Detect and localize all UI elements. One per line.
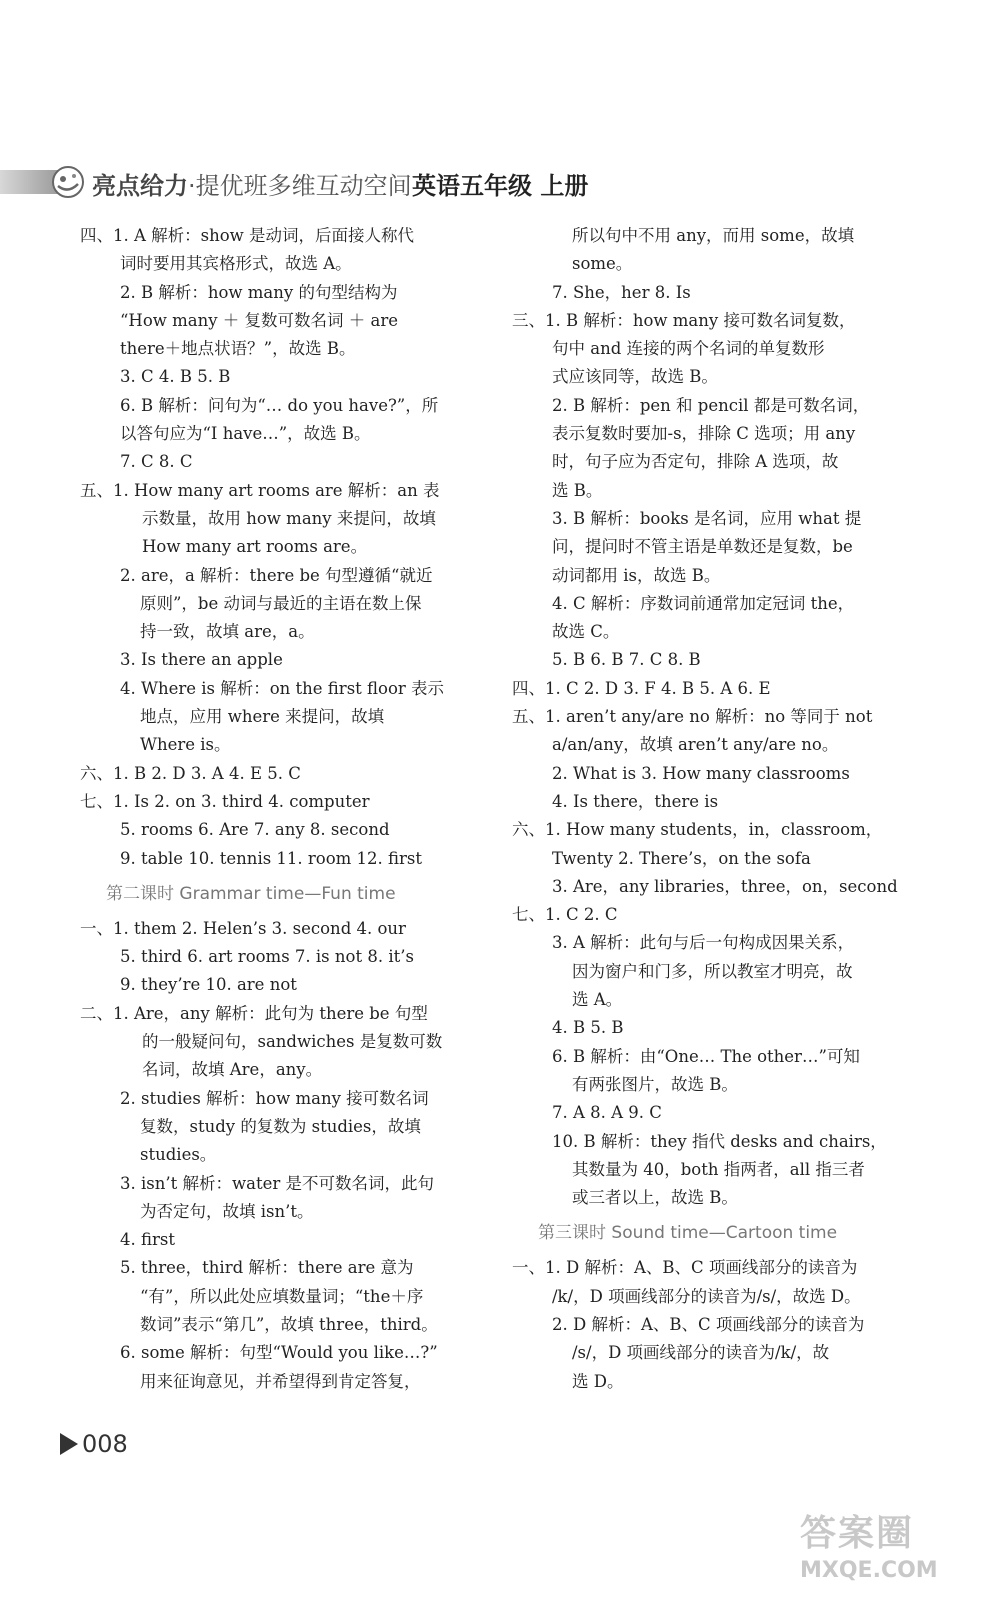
- answer-line: 5. B 6. B 7. C 8. B: [552, 650, 701, 670]
- answer-line: 5. three，third 解析：there are 意为: [120, 1258, 414, 1278]
- answer-line: 6. B 解析：问句为“… do you have?”，所: [120, 395, 439, 415]
- answer-line: 9. they’re 10. are not: [120, 975, 297, 995]
- answer-line: 因为窗户和门多，所以教室才明亮，故: [572, 961, 853, 981]
- header-brand: [92, 166, 412, 201]
- answer-line: 二、1. Are，any 解析：此句为 there be 句型: [80, 1003, 428, 1023]
- answer-line: 名词，故填 Are，any。: [142, 1060, 323, 1080]
- answer-line: 一、1. them 2. Helen’s 3. second 4. our: [80, 918, 406, 938]
- answer-line: How many art rooms are。: [142, 537, 368, 557]
- answer-line: 2. are，a 解析：there be 句型遵循“就近: [120, 565, 433, 585]
- answer-line: 选 B。: [552, 480, 603, 500]
- answer-line: 所以句中不用 any，而用 some，故填: [572, 226, 855, 245]
- answer-line: 六、1. How many students，in，classroom，: [512, 820, 883, 840]
- answer-line: 2. studies 解析：how many 接可数名词: [120, 1088, 429, 1108]
- answer-line: 一、1. D 解析：A、B、C 项画线部分的读音为: [512, 1258, 858, 1278]
- answer-line: some。: [572, 254, 633, 274]
- brand-name: 亮点给力: [92, 172, 188, 200]
- answer-line: 七、1. C 2. C: [512, 905, 618, 925]
- answer-line: 选 D。: [572, 1371, 624, 1391]
- answer-line: 6. some 解析：句型“Would you like…?”: [120, 1343, 438, 1363]
- answer-line: 3. B 解析：books 是名词，应用 what 提: [552, 508, 862, 528]
- left-column: [80, 222, 490, 1396]
- answer-line: 五、1. aren’t any/are no 解析：no 等同于 not: [512, 707, 873, 727]
- answer-line: 7. She，her 8. Is: [552, 282, 691, 302]
- watermark-logo: [800, 1505, 990, 1595]
- answer-line: 5. rooms 6. Are 7. any 8. second: [120, 820, 390, 840]
- answer-line: 数词”表示“第几”，故填 three，third。: [140, 1314, 438, 1334]
- answer-line: 七、1. Is 2. on 3. third 4. computer: [80, 791, 370, 811]
- answer-line: 五、1. How many art rooms are 解析：an 表: [80, 480, 440, 500]
- answer-line: /k/，D 项画线部分的读音为/s/，故选 D。: [552, 1286, 861, 1306]
- series-name: ·提优班多维互动空间: [188, 172, 412, 200]
- answer-line: “How many ＋ 复数可数名词 ＋ are: [120, 310, 399, 330]
- answer-line: 句中 and 连接的两个名词的单复数形: [552, 339, 825, 359]
- answer-line: 原则”，be 动词与最近的主语在数上保: [140, 593, 422, 613]
- answer-line: 三、1. B 解析：how many 接可数名词复数，: [512, 310, 856, 330]
- answer-line: 有两张图片，故选 B。: [572, 1074, 738, 1094]
- answer-line: studies。: [140, 1145, 217, 1165]
- answer-line: 2. What is 3. How many classrooms: [552, 763, 850, 783]
- answer-line: 四、1. C 2. D 3. F 4. B 5. A 6. E: [512, 678, 771, 698]
- answer-line: 3. C 4. B 5. B: [120, 367, 231, 387]
- answer-line: 4. Where is 解析：on the first floor 表示: [120, 678, 445, 698]
- answer-line: 复数，study 的复数为 studies，故填: [140, 1116, 421, 1136]
- answer-line: 四、1. A 解析：show 是动词，后面接人称代: [80, 226, 415, 245]
- answer-line: 用来征询意见，并希望得到肯定答复，: [140, 1371, 421, 1391]
- book-title: 英语五年级 上册: [412, 172, 589, 200]
- answer-line: 9. table 10. tennis 11. room 12. first: [120, 848, 423, 868]
- watermark-bottom: MXQE.COM: [800, 1558, 938, 1583]
- answer-line: 3. isn’t 解析：water 是不可数名词，此句: [120, 1173, 434, 1193]
- answer-line: 6. B 解析：由“One… The other…”可知: [552, 1046, 860, 1066]
- answer-line: 3. A 解析：此句与后一句构成因果关系，: [552, 933, 855, 953]
- answer-line: 持一致，故填 are，a。: [140, 622, 315, 642]
- answer-line: 词时要用其宾格形式，故选 A。: [120, 254, 352, 274]
- answer-line: “有”，所以此处应填数量词；“the＋序: [140, 1286, 424, 1306]
- answer-line: 2. B 解析：pen 和 pencil 都是可数名词，: [552, 395, 870, 415]
- lesson-heading: 第三课时 Sound time—Cartoon time: [538, 1223, 838, 1244]
- answer-line: Twenty 2. There’s，on the sofa: [552, 848, 811, 868]
- answer-line: 其数量为 40，both 指两者，all 指三者: [572, 1159, 865, 1179]
- answer-line: 时，句子应为否定句，排除 A 选项，故: [552, 452, 839, 472]
- answer-line: 2. D 解析：A、B、C 项画线部分的读音为: [552, 1314, 865, 1334]
- answer-line: 表示复数时要加-s，排除 C 选项；用 any: [552, 424, 856, 444]
- answer-line: /s/，D 项画线部分的读音为/k/，故: [572, 1343, 830, 1363]
- answer-line: 4. C 解析：序数词前通常加定冠词 the，: [552, 593, 855, 613]
- answer-line: 4. B 5. B: [552, 1018, 624, 1038]
- answer-line: a/an/any，故填 aren’t any/are no。: [552, 735, 839, 755]
- page-number: [60, 1430, 128, 1458]
- answer-line: 动词都用 is，故选 B。: [552, 565, 721, 585]
- answer-line: 7. A 8. A 9. C: [552, 1103, 662, 1123]
- answer-line: 3. Is there an apple: [120, 650, 283, 670]
- right-column: [512, 222, 922, 1396]
- answer-line: 式应该同等，故选 B。: [552, 367, 718, 387]
- answer-line: 地点，应用 where 来提问，故填: [140, 707, 385, 727]
- answer-line: 7. C 8. C: [120, 452, 193, 472]
- answer-line: 的一般疑问句，sandwiches 是复数可数: [142, 1032, 443, 1052]
- answer-line: 4. first: [120, 1230, 175, 1250]
- answer-line: 六、1. B 2. D 3. A 4. E 5. C: [80, 763, 301, 783]
- page-arrow-icon: [60, 1433, 78, 1455]
- page-number-text: 008: [82, 1430, 128, 1458]
- answer-line: 选 A。: [572, 990, 623, 1010]
- answer-line: 为否定句，故填 isn’t。: [140, 1201, 314, 1221]
- page-header: [0, 162, 1000, 202]
- answer-line: 10. B 解析：they 指代 desks and chairs，: [552, 1131, 887, 1151]
- answer-line: 示数量，故用 how many 来提问，故填: [142, 508, 436, 528]
- answer-line: 3. Are，any libraries，three，on，second: [552, 876, 898, 896]
- watermark-top: 答案圈: [800, 1513, 915, 1554]
- answer-line: 4. Is there，there is: [552, 791, 719, 811]
- brand-logo-icon: [50, 164, 86, 200]
- answer-line: Where is。: [140, 735, 231, 755]
- answer-line: 问，提问时不管主语是单数还是复数，be: [552, 537, 853, 557]
- answer-line: 以答句应为“I have…”，故选 B。: [120, 424, 371, 444]
- lesson-heading: 第二课时 Grammar time—Fun time: [106, 883, 396, 904]
- answer-line: 或三者以上，故选 B。: [572, 1188, 738, 1208]
- answer-line: 5. third 6. art rooms 7. is not 8. it’s: [120, 947, 414, 967]
- answer-line: there＋地点状语？”，故选 B。: [120, 339, 356, 359]
- answer-line: 故选 C。: [552, 622, 620, 642]
- answer-line: 2. B 解析：how many 的句型结构为: [120, 282, 398, 302]
